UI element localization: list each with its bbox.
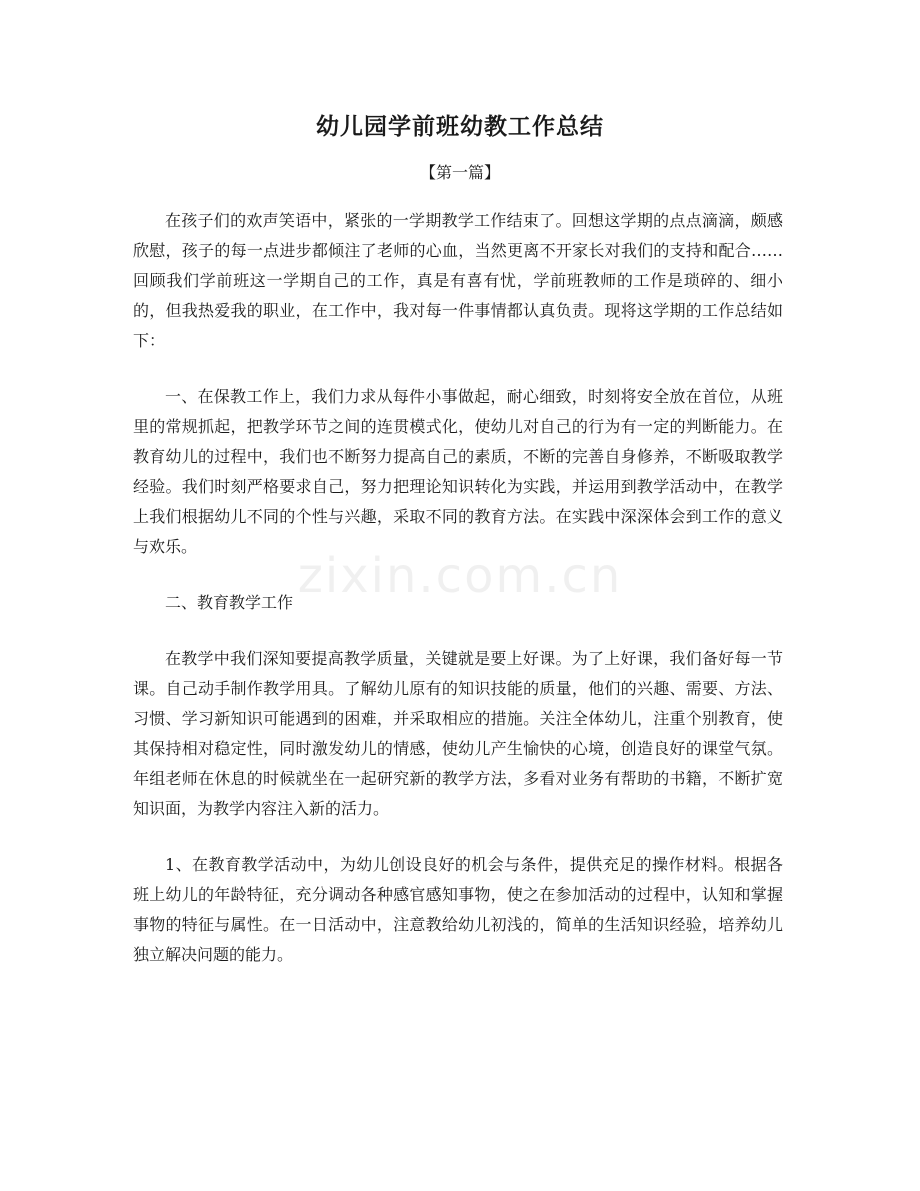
document-body — [133, 206, 783, 996]
watermark: zixin.com.cn — [297, 548, 623, 604]
paragraph-section-2: 在教学中我们深知要提高教学质量，关键就是要上好课。为了上好课，我们备好每一节课。自己动手制作教学用具。了解幼儿原有的知识技能的质量，他们的兴趣、需要、方法、习惯、学习新知识可能遇到的困难，并采取相应的措施。关注全体幼儿，注重个别教育，使其保持相对稳定性，同时激发幼儿的情感，使幼儿产生愉快的心境，创造良好的课堂气氛。年组老师在休息的时候就坐在一起研究新的教学方法，多看对业务有帮助的书籍，不断扩宽知识面，为教学内容注入新的活力。 — [133, 649, 783, 818]
section-heading-2: 二、教育教学工作 — [165, 593, 294, 612]
paragraph-section-1: 一、在保教工作上，我们力求从每件小事做起，耐心细致，时刻将安全放在首位，从班里的常规抓起，把教学环节之间的连贯模式化，使幼儿对自己的行为有一定的判断能力。在教育幼儿的过程中，我们也不断努力提高自己的素质，不断的完善自身修养，不断吸取教学经验。我们时刻严格要求自己，努力把理论知识转化为实践，并运用到教学活动中，在教学上我们根据幼儿不同的个性与兴趣，采取不同的教育方法。在实践中深深体会到工作的意义与欢乐。 — [133, 387, 783, 556]
document-title: 幼儿园学前班幼教工作总结 — [316, 113, 604, 140]
document-subtitle: 【第一篇】 — [419, 163, 500, 182]
paragraph-item-1: 1、在教育教学活动中，为幼儿创设良好的机会与条件，提供充足的操作材料。根据各班上幼儿的年龄特征，充分调动各种感官感知事物，使之在参加活动的过程中，认知和掌握事物的特征与属性。在一日活动中，注意教给幼儿初浅的，简单的生活知识经验，培养幼儿独立解决问题的能力。 — [133, 855, 783, 964]
paragraph-intro: 在孩子们的欢声笑语中，紧张的一学期教学工作结束了。回想这学期的点点滴滴，颇感欣慰，孩子的每一点进步都倾注了老师的心血，当然更离不开家长对我们的支持和配合……回顾我们学前班这一学期自己的工作，真是有喜有忧，学前班教师的工作是琐碎的、细小的，但我热爱我的职业，在工作中，我对每一件事情都认真负责。现将这学期的工作总结如下： — [133, 211, 783, 350]
